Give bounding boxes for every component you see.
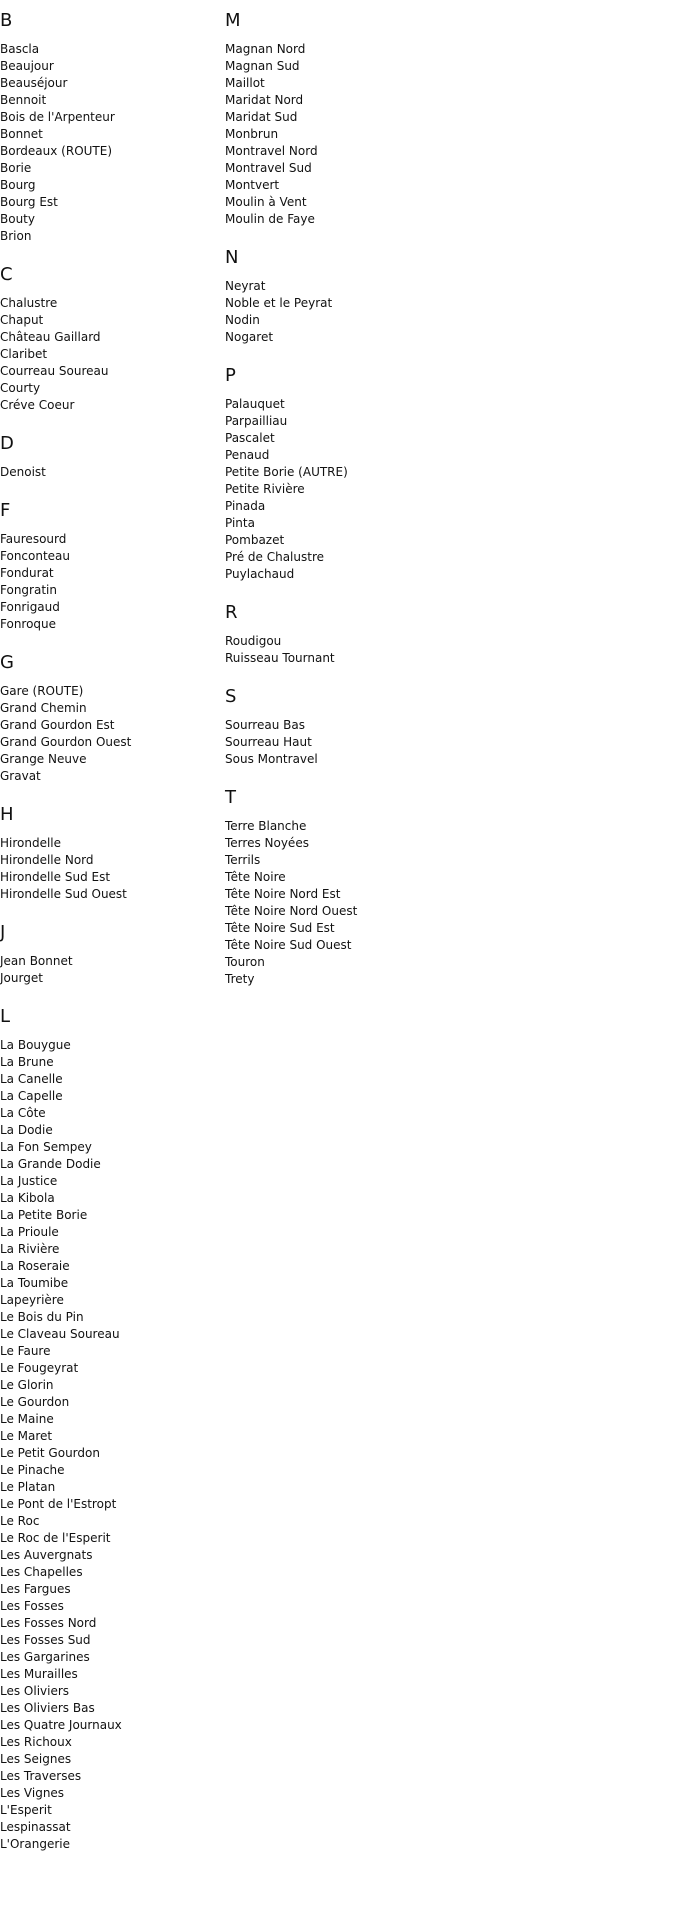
place-name: Le Claveau Soureau: [0, 1327, 120, 1341]
place-name: Les Quatre Journaux: [0, 1718, 122, 1732]
place-name: Terre Blanche: [225, 819, 307, 833]
place-name: Les Auvergnats: [0, 1548, 93, 1562]
place-name: Le Roc: [0, 1514, 40, 1528]
letter-group-s: [225, 676, 525, 768]
place-name: Hirondelle Nord: [0, 853, 94, 867]
place-name: Sourreau Bas: [225, 718, 305, 732]
letter-group-f: [0, 490, 225, 633]
place-list: [0, 464, 225, 481]
place-name: Monbrun: [225, 127, 279, 141]
place-name: L'Esperit: [0, 1803, 52, 1817]
place-name: Le Pont de l'Estropt: [0, 1497, 117, 1511]
letter-group-h: [0, 794, 225, 903]
letter-heading: L: [0, 1006, 11, 1027]
place-name: Tête Noire Nord Est: [225, 887, 341, 901]
place-name: Trety: [225, 972, 255, 986]
place-name: Bois de l'Arpenteur: [0, 110, 115, 124]
place-name: Les Gargarines: [0, 1650, 90, 1664]
place-name: Le Pinache: [0, 1463, 65, 1477]
place-name: Claribet: [0, 347, 48, 361]
place-name: Pombazet: [225, 533, 285, 547]
place-list: [225, 818, 525, 988]
place-name: Puylachaud: [225, 567, 295, 581]
letter-heading: R: [225, 602, 238, 623]
place-name: La Roseraie: [0, 1259, 70, 1273]
place-name: Fonrigaud: [0, 600, 60, 614]
place-name: Bascla: [0, 42, 40, 56]
place-name: La Bouygue: [0, 1038, 71, 1052]
place-list: [225, 633, 525, 667]
letter-heading: N: [225, 247, 239, 268]
place-name: Bordeaux (ROUTE): [0, 144, 113, 158]
place-list: [0, 1037, 225, 1853]
place-name: La Dodie: [0, 1123, 53, 1137]
letter-heading: C: [0, 264, 13, 285]
place-name: Les Seignes: [0, 1752, 72, 1766]
place-name: Créve Coeur: [0, 398, 75, 412]
place-name: La Prioule: [0, 1225, 59, 1239]
place-name: Penaud: [225, 448, 270, 462]
place-name: Parpailliau: [225, 414, 288, 428]
place-name: Ruisseau Tournant: [225, 651, 335, 665]
place-name: Fondurat: [0, 566, 54, 580]
place-name: Noble et le Peyrat: [225, 296, 333, 310]
place-name: Grange Neuve: [0, 752, 87, 766]
place-name: Moulin de Faye: [225, 212, 315, 226]
place-name: Fonconteau: [0, 549, 71, 563]
place-name: Bourg Est: [0, 195, 58, 209]
place-name: Le Maine: [0, 1412, 54, 1426]
letter-heading: B: [0, 10, 13, 31]
letter-heading: T: [225, 787, 236, 808]
place-name: Pinada: [225, 499, 266, 513]
place-name: Fonroque: [0, 617, 57, 631]
place-name: Hirondelle Sud Est: [0, 870, 111, 884]
place-name: Nodin: [225, 313, 260, 327]
place-name: Sourreau Haut: [225, 735, 312, 749]
place-name: Maillot: [225, 76, 265, 90]
place-name: L'Orangerie: [0, 1837, 70, 1851]
place-name: Palauquet: [225, 397, 285, 411]
place-name: Le Petit Gourdon: [0, 1446, 100, 1460]
place-name: Les Fosses Nord: [0, 1616, 97, 1630]
place-name: Bennoit: [0, 93, 47, 107]
place-name: Tête Noire Sud Ouest: [225, 938, 352, 952]
place-name: Le Platan: [0, 1480, 56, 1494]
letter-heading: F: [0, 500, 11, 521]
letter-group-r: [225, 592, 525, 667]
place-name: Les Fosses Sud: [0, 1633, 91, 1647]
place-name: Le Gourdon: [0, 1395, 70, 1409]
letter-heading: S: [225, 686, 237, 707]
place-name: Petite Borie (AUTRE): [225, 465, 348, 479]
letter-group-g: [0, 642, 225, 785]
place-name: Les Oliviers: [0, 1684, 70, 1698]
place-name: Les Murailles: [0, 1667, 78, 1681]
place-name: Le Roc de l'Esperit: [0, 1531, 111, 1545]
letter-group-j: [0, 912, 225, 987]
place-name: Grand Gourdon Est: [0, 718, 115, 732]
place-name: Touron: [225, 955, 265, 969]
place-name: La Toumibe: [0, 1276, 69, 1290]
place-name: Les Vignes: [0, 1786, 65, 1800]
place-name: Montravel Sud: [225, 161, 312, 175]
letter-group-b: [0, 0, 225, 245]
letter-heading: G: [0, 652, 14, 673]
place-name: Lapeyrière: [0, 1293, 64, 1307]
place-name: Magnan Nord: [225, 42, 306, 56]
place-name: Gare (ROUTE): [0, 684, 84, 698]
place-name: Sous Montravel: [225, 752, 318, 766]
place-name: Courreau Soureau: [0, 364, 109, 378]
place-name: Nogaret: [225, 330, 274, 344]
place-name: Hirondelle Sud Ouest: [0, 887, 127, 901]
place-name: Denoist: [0, 465, 46, 479]
place-name: Hirondelle: [0, 836, 62, 850]
place-list: [0, 531, 225, 633]
place-name: Fauresourd: [0, 532, 67, 546]
place-name: La Fon Sempey: [0, 1140, 92, 1154]
place-name: Grand Chemin: [0, 701, 87, 715]
place-list: [225, 278, 525, 346]
place-name: Courty: [0, 381, 41, 395]
place-name: Tête Noire: [225, 870, 286, 884]
place-name: Fongratin: [0, 583, 57, 597]
place-name: Gravat: [0, 769, 41, 783]
letter-heading: D: [0, 433, 14, 454]
place-name: Montvert: [225, 178, 280, 192]
place-list: [0, 41, 225, 245]
place-list: [225, 41, 525, 228]
place-name: Le Faure: [0, 1344, 51, 1358]
place-name: Chalustre: [0, 296, 58, 310]
place-name: La Grande Dodie: [0, 1157, 101, 1171]
place-name: Bouty: [0, 212, 35, 226]
place-name: Beaujour: [0, 59, 54, 73]
letter-heading: J: [0, 922, 6, 943]
left-column: [0, 0, 225, 1853]
place-name: Les Chapelles: [0, 1565, 83, 1579]
letter-group-l: [0, 996, 225, 1853]
place-name: Magnan Sud: [225, 59, 300, 73]
place-name: Pinta: [225, 516, 255, 530]
letter-group-d: [0, 423, 225, 481]
place-list: [0, 683, 225, 785]
place-name: Pré de Chalustre: [225, 550, 324, 564]
place-name: Pascalet: [225, 431, 275, 445]
place-name: Lespinassat: [0, 1820, 71, 1834]
place-name: La Brune: [0, 1055, 54, 1069]
place-name: Bourg: [0, 178, 36, 192]
letter-group-n: [225, 237, 525, 346]
place-name: La Côte: [0, 1106, 46, 1120]
letter-heading: H: [0, 804, 14, 825]
place-name: Terres Noyées: [225, 836, 309, 850]
letter-group-p: [225, 355, 525, 583]
place-name: Le Glorin: [0, 1378, 54, 1392]
place-list: [0, 835, 225, 903]
place-name: La Kibola: [0, 1191, 55, 1205]
place-name: Les Oliviers Bas: [0, 1701, 95, 1715]
place-name: Terrils: [225, 853, 261, 867]
letter-group-m: [225, 0, 525, 228]
place-name: Moulin à Vent: [225, 195, 307, 209]
place-name: Maridat Sud: [225, 110, 298, 124]
place-name: La Capelle: [0, 1089, 63, 1103]
place-name: Grand Gourdon Ouest: [0, 735, 132, 749]
place-name: La Petite Borie: [0, 1208, 88, 1222]
place-name: Jourget: [0, 971, 43, 985]
place-name: Les Traverses: [0, 1769, 82, 1783]
place-name: La Rivière: [0, 1242, 60, 1256]
place-name: Bonnet: [0, 127, 43, 141]
place-name: Château Gaillard: [0, 330, 101, 344]
place-name: Petite Rivière: [225, 482, 305, 496]
place-list: [0, 953, 225, 987]
place-name: Le Bois du Pin: [0, 1310, 84, 1324]
place-name: Le Maret: [0, 1429, 53, 1443]
place-name: Neyrat: [225, 279, 266, 293]
place-name: Borie: [0, 161, 32, 175]
place-name: Les Richoux: [0, 1735, 72, 1749]
letter-heading: M: [225, 10, 241, 31]
place-list: [0, 295, 225, 414]
place-name: Le Fougeyrat: [0, 1361, 79, 1375]
place-name: Brion: [0, 229, 32, 243]
place-name: Chaput: [0, 313, 44, 327]
letter-group-t: [225, 777, 525, 988]
right-column: [225, 0, 525, 988]
place-name: Les Fargues: [0, 1582, 71, 1596]
place-name: La Canelle: [0, 1072, 63, 1086]
place-name: Maridat Nord: [225, 93, 304, 107]
place-name: Tête Noire Sud Est: [225, 921, 335, 935]
place-name: Jean Bonnet: [0, 954, 73, 968]
letter-group-c: [0, 254, 225, 414]
place-name: Tête Noire Nord Ouest: [225, 904, 358, 918]
place-name: Roudigou: [225, 634, 282, 648]
letter-heading: P: [225, 365, 236, 386]
place-name: Montravel Nord: [225, 144, 318, 158]
place-name: Beauséjour: [0, 76, 68, 90]
place-name: La Justice: [0, 1174, 58, 1188]
place-list: [225, 717, 525, 768]
place-name: Les Fosses: [0, 1599, 64, 1613]
place-list: [225, 396, 525, 583]
